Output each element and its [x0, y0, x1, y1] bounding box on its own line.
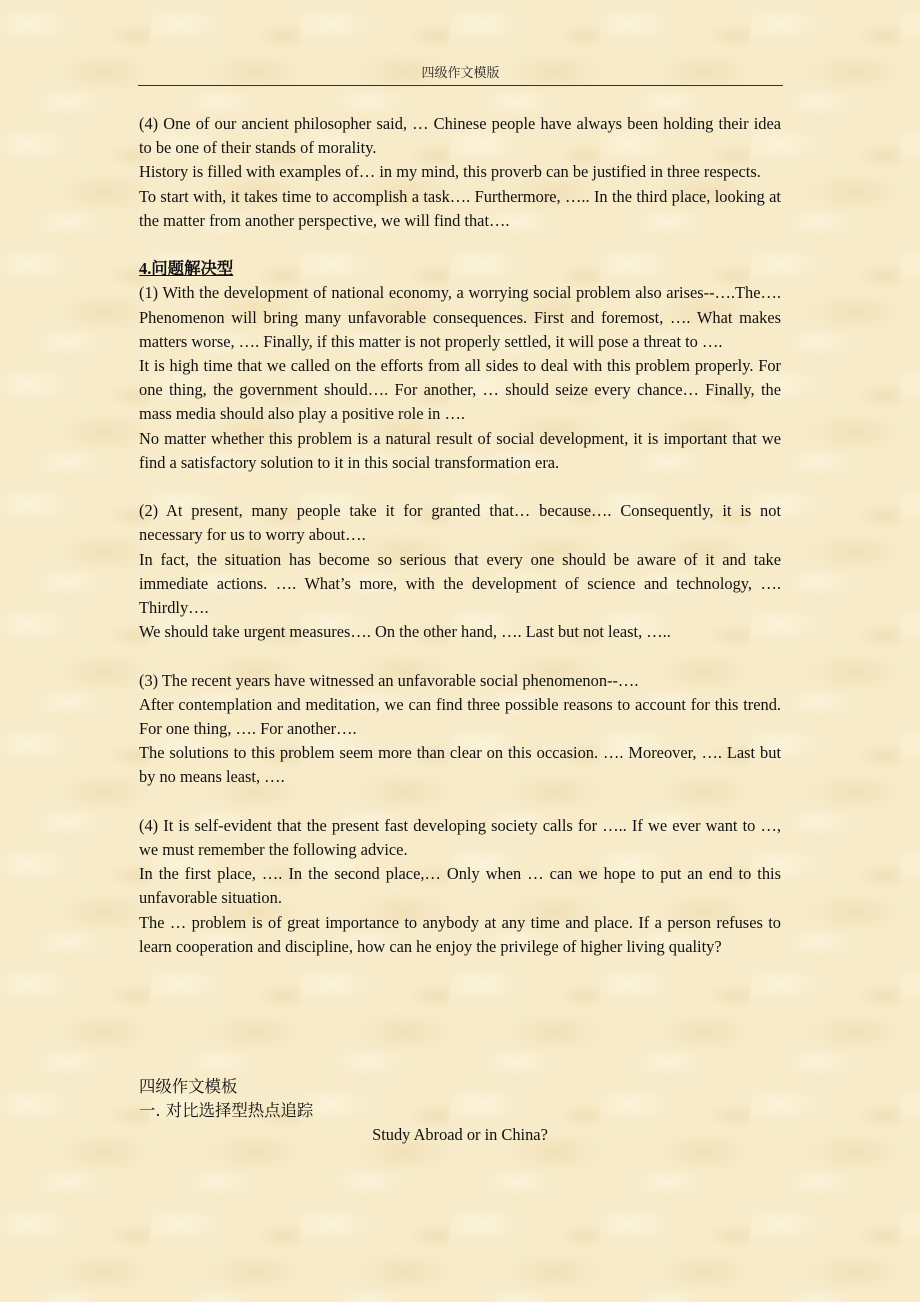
paragraph: (2) At present, many people take it for granted that… because…. Consequently, it is not necessary for us to worry about…. — [139, 501, 781, 545]
header-rule — [138, 85, 783, 86]
page-header: 四级作文模版 — [421, 65, 500, 80]
paragraph: In fact, the situation has become so serious that every one should be aware of it and take immediate actions. …. What’s more, with the development of science and technology, …. Thirdly…. — [139, 549, 781, 618]
paragraph: After contemplation and meditation, we can find three possible reasons to account for this trend. For one thing, …. For another…. — [139, 694, 781, 739]
blank-line — [139, 790, 781, 814]
paragraph: (1) With the development of national economy, a worrying social problem also arises--….The…. Phenomenon will bring many unfavorable consequences. First and foremost, …. What makes matters worse, …. Finally, if this matter is not properly settled, it will pose a threat to …. — [139, 283, 781, 351]
section-title-text: 4.问题解决型 — [139, 259, 234, 279]
paragraph: To start with, it takes time to accomplish a task…. Furthermore, ….. In the third place, looking at the matter from another perspective, we will find that…. — [139, 186, 781, 230]
blank-line — [139, 644, 781, 668]
bottom-section — [139, 1075, 781, 1148]
paragraph: The solutions to this problem seem more than clear on this occasion. …. Moreover, …. Last but by no means least, …. — [139, 743, 781, 787]
blank-line — [139, 233, 781, 257]
essay-title: Study Abroad or in China? — [372, 1125, 548, 1145]
template-subheading: 一. 对比选择型热点追踪 — [139, 1101, 314, 1121]
paragraph: It is high time that we called on the efforts from all sides to deal with this problem properly. For one thing, the government should…. For another, … should seize every chance… Finally, the mass media should also play a positive role in …. — [139, 356, 781, 424]
paragraph: (3) The recent years have witnessed an unfavorable social phenomenon--…. — [139, 670, 639, 690]
blank-line — [139, 475, 781, 499]
document-body — [139, 112, 781, 959]
section-title — [139, 257, 781, 281]
paragraph: (4) It is self-evident that the present fast developing society calls for ….. If we ever want to …, we must remember the following advice. — [139, 815, 781, 860]
paragraph: We should take urgent measures…. On the other hand, …. Last but not least, ….. — [139, 622, 671, 642]
template-heading: 四级作文模板 — [139, 1077, 238, 1096]
paragraph: The … problem is of great importance to anybody at any time and place. If a person refuses to learn cooperation and discipline, how can he enjoy the privilege of higher living quality? — [139, 912, 781, 956]
paragraph: No matter whether this problem is a natural result of social development, it is important that we find a satisfactory solution to it in this social transformation era. — [139, 428, 781, 472]
paragraph: In the first place, …. In the second place,… Only when … can we hope to put an end to this unfavorable situation. — [139, 864, 781, 908]
paragraph: (4) One of our ancient philosopher said, … Chinese people have always been holding their idea to be one of their stands of morality. — [139, 114, 781, 158]
paragraph: History is filled with examples of… in my mind, this proverb can be justified in three respects. — [139, 162, 761, 182]
